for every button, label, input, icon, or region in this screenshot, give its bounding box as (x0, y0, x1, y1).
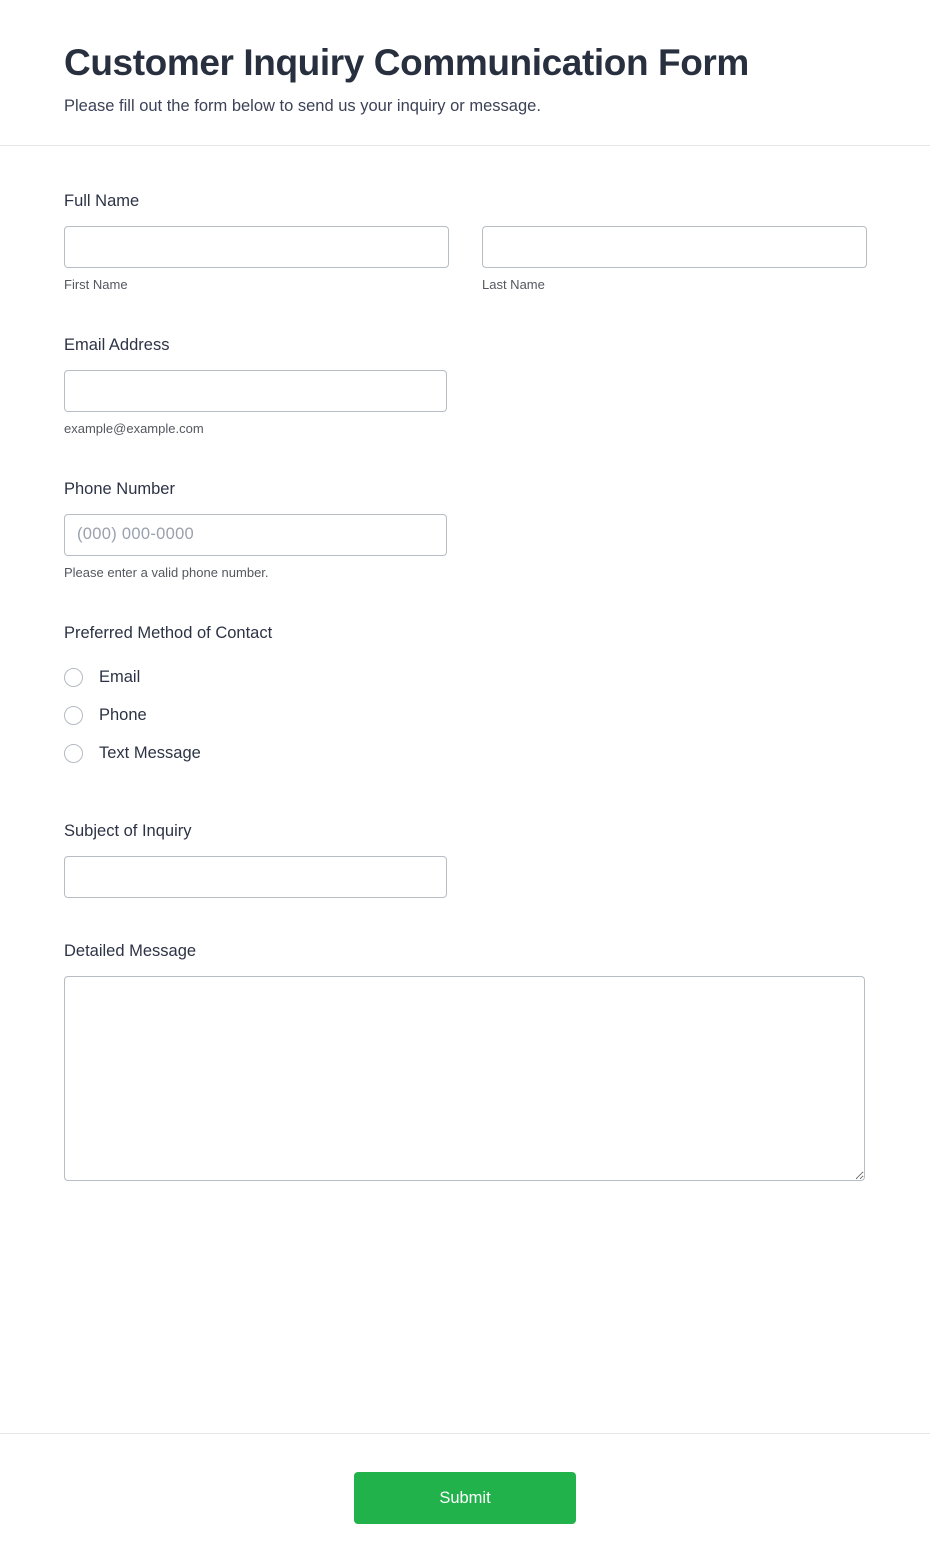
field-preferred-contact (64, 624, 866, 772)
page-subtitle: Please fill out the form below to send us your inquiry or message. (64, 97, 541, 116)
phone-label: Phone Number (64, 480, 175, 499)
first-name-column (64, 226, 449, 292)
first-name-input[interactable] (64, 226, 449, 268)
radio-label-email: Email (99, 667, 141, 686)
radio-circle-icon[interactable] (64, 744, 83, 763)
last-name-sublabel: Last Name (482, 277, 545, 293)
radio-option-phone[interactable] (64, 696, 866, 734)
submit-button[interactable]: Submit (354, 1472, 576, 1524)
full-name-label: Full Name (64, 192, 140, 211)
form-header (0, 0, 930, 146)
first-name-sublabel: First Name (64, 277, 128, 293)
phone-input[interactable] (64, 514, 447, 556)
subject-input[interactable] (64, 856, 447, 898)
field-detailed-message (64, 942, 866, 1181)
radio-circle-icon[interactable] (64, 706, 83, 725)
phone-sublabel: Please enter a valid phone number. (64, 565, 269, 581)
field-full-name (64, 192, 866, 292)
message-textarea[interactable] (64, 976, 865, 1181)
full-name-row (64, 226, 866, 292)
email-sublabel: example@example.com (64, 421, 204, 437)
radio-label-phone: Phone (99, 705, 147, 724)
field-subject (64, 822, 866, 898)
form-body (0, 146, 930, 1405)
preferred-contact-label: Preferred Method of Contact (64, 624, 273, 643)
subject-label: Subject of Inquiry (64, 822, 192, 841)
message-label: Detailed Message (64, 942, 197, 961)
form-footer (0, 1433, 930, 1568)
radio-circle-icon[interactable] (64, 668, 83, 687)
radio-option-email[interactable] (64, 658, 866, 696)
field-phone-number (64, 480, 866, 580)
last-name-input[interactable] (482, 226, 867, 268)
email-label: Email Address (64, 336, 170, 355)
last-name-column (482, 226, 867, 292)
radio-option-text-message[interactable] (64, 734, 866, 772)
page-title: Customer Inquiry Communication Form (64, 42, 749, 83)
field-email-address (64, 336, 866, 436)
email-field[interactable] (64, 370, 447, 412)
radio-label-text-message: Text Message (99, 743, 201, 762)
preferred-contact-radio-group (64, 658, 866, 772)
